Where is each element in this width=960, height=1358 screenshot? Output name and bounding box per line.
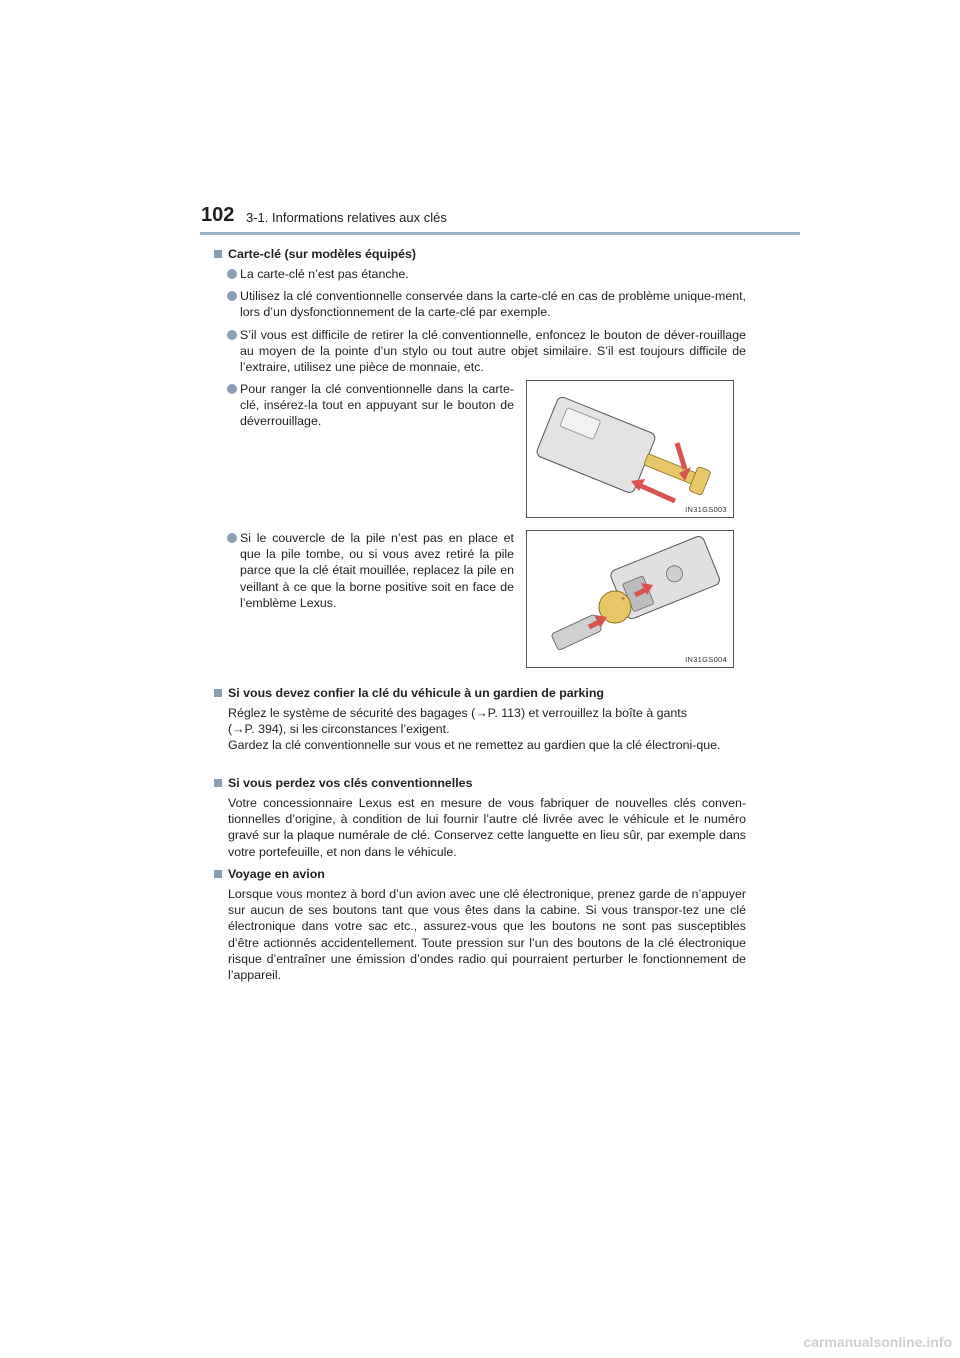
circle-bullet-icon [227, 330, 237, 340]
heading-text: Carte-clé (sur modèles équipés) [228, 247, 416, 261]
square-bullet-icon [214, 250, 222, 258]
heading-text: Si vous perdez vos clés conventionnelles [228, 776, 473, 790]
page-number: 102 [201, 204, 235, 226]
heading-text: Si vous devez confier la clé du véhicule à un gardien de parking [228, 686, 604, 700]
bullet-item [240, 530, 514, 611]
figure-code: IN31GS004 [685, 655, 727, 664]
valet-line-1: Réglez le système de sécurité des bagages (→P. 113) et verrouillez la boîte à gants [228, 706, 687, 720]
circle-bullet-icon [227, 291, 237, 301]
bullet-item [240, 288, 746, 320]
card-key-illustration [527, 381, 733, 517]
heading-text: Voyage en avion [228, 867, 325, 881]
square-bullet-icon [214, 870, 222, 878]
square-bullet-icon [214, 779, 222, 787]
circle-bullet-icon [227, 384, 237, 394]
valet-paragraph: Gardez la clé conventionnelle sur vous et ne remettez au gardien que la clé électroni-que. [228, 738, 721, 752]
lost-keys-heading [214, 775, 472, 791]
bullet-text: Utilisez la clé conventionnelle conservée dans la carte-clé en cas de problème unique-ment, lors d’un dysfonctionnement de la carte-clé par exemple. [240, 289, 746, 320]
valet-line-2: (→P. 394), si les circonstances l’exigent. [228, 722, 450, 736]
airplane-paragraph: Lorsque vous montez à bord d’un avion avec une clé électronique, prenez garde de n’appuyer sur aucun de ses boutons tant que vous êtes dans la cabine. Si vous transpor-tez une clé électronique dans votre sac etc., assurez-vous que les boutons ne sont pas susceptibles d’être actionnés accidentellement. Toute pression sur l’un des boutons de la clé électronique risque d’entraîner une émission d’ondes radio qui pourraient perturber le fonctionnement de l’appareil. [228, 887, 746, 983]
bullet-text: La carte-clé n’est pas étanche. [240, 267, 409, 281]
airplane-heading [214, 866, 325, 882]
circle-bullet-icon [227, 533, 237, 543]
bullet-text: Pour ranger la clé conventionnelle dans la carte-clé, insérez-la tout en appuyant sur le bouton de déverrouillage. [240, 382, 514, 429]
battery-illustration [527, 531, 733, 667]
bullet-item [240, 327, 746, 376]
figure-battery [526, 530, 734, 668]
valet-heading [214, 685, 604, 701]
header-rule [200, 232, 800, 235]
figure-code: IN31GS003 [685, 505, 727, 514]
square-bullet-icon [214, 689, 222, 697]
bullet-item [240, 381, 514, 430]
card-key-heading [214, 246, 416, 262]
circle-bullet-icon [227, 269, 237, 279]
section-title: 3-1. Informations relatives aux clés [246, 210, 447, 225]
figure-store-key [526, 380, 734, 518]
bullet-item [240, 266, 746, 282]
bullet-text: Si le couvercle de la pile n’est pas en place et que la pile tombe, ou si vous avez retiré la pile parce que la clé était mouillée, replacez la pile en veillant à ce que la borne positive soit en face de l’emblème Lexus. [240, 531, 514, 610]
bullet-text: S’il vous est difficile de retirer la clé conventionnelle, enfoncez le bouton de déver-rouillage au moyen de la pointe d’un stylo ou tout autre objet similaire. S’il est toujours difficile de l’extraire, utilisez une pièce de monnaie, etc. [240, 328, 746, 375]
svg-text:+: + [621, 596, 626, 603]
watermark: carmanualsonline.info [803, 1334, 952, 1350]
lost-keys-paragraph: Votre concessionnaire Lexus est en mesure de vous fabriquer de nouvelles clés conven-tionnelles d’origine, à condition de lui fournir l’autre clé livrée avec le véhicule et le numéro gravé sur la plaque numérale de clé. Conservez cette languette en lieu sûr, par exemple dans votre portefeuille, et non dans le véhicule. [228, 796, 746, 859]
